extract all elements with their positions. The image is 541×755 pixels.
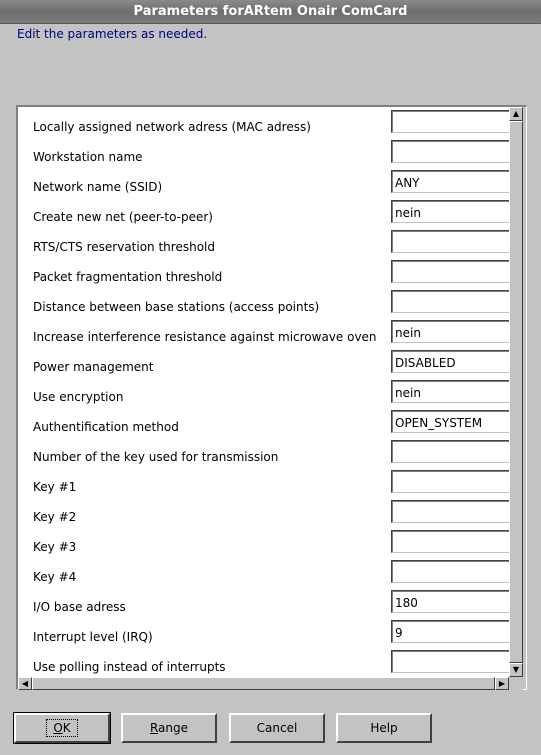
- parameter-label: Workstation name: [33, 150, 143, 164]
- parameter-row: [18, 107, 509, 137]
- range-button-label: Range: [149, 721, 189, 735]
- parameter-value-field[interactable]: [391, 200, 509, 223]
- parameter-label: Distance between base stations (access points): [33, 300, 320, 314]
- help-button[interactable]: [336, 713, 432, 743]
- parameter-value-field[interactable]: [391, 350, 509, 373]
- parameter-value-field[interactable]: [391, 650, 509, 673]
- parameter-value-field[interactable]: [391, 140, 509, 163]
- horizontal-scroll-thumb[interactable]: [32, 677, 495, 690]
- parameter-label: Authentification method: [33, 420, 179, 434]
- scrollbar-corner: [509, 677, 523, 690]
- parameter-row: [18, 467, 509, 497]
- parameter-value-field[interactable]: [391, 410, 509, 433]
- range-button[interactable]: [121, 713, 217, 743]
- cancel-button[interactable]: [229, 713, 325, 743]
- parameter-row: [18, 527, 509, 557]
- parameter-label: Key #1: [33, 480, 77, 494]
- parameter-row: [18, 647, 509, 677]
- parameter-label: Packet fragmentation threshold: [33, 270, 223, 284]
- window-title: Parameters forARtem Onair ComCard: [133, 4, 408, 19]
- parameter-value-field[interactable]: [391, 320, 509, 343]
- parameter-value-field[interactable]: [391, 440, 509, 463]
- ok-button[interactable]: [14, 713, 110, 743]
- parameter-row: [18, 167, 509, 197]
- parameter-label: Interrupt level (IRQ): [33, 630, 153, 644]
- parameter-value-field[interactable]: [391, 560, 509, 583]
- title-bar[interactable]: [0, 0, 541, 24]
- parameter-label: Key #4: [33, 570, 77, 584]
- parameter-row: [18, 437, 509, 467]
- parameter-label: I/O base adress: [33, 600, 126, 614]
- parameter-label: Locally assigned network adress (MAC adress): [33, 120, 311, 134]
- parameters-panel: [16, 105, 527, 690]
- horizontal-scrollbar[interactable]: [18, 677, 509, 690]
- parameter-label: Use polling instead of interrupts: [33, 660, 226, 674]
- parameter-value-field[interactable]: [391, 530, 509, 553]
- arrow-down-icon[interactable]: ▼: [509, 663, 523, 677]
- parameter-value-field[interactable]: [391, 470, 509, 493]
- parameter-label: Use encryption: [33, 390, 124, 404]
- parameter-row: [18, 557, 509, 587]
- arrow-right-icon[interactable]: ▶: [495, 677, 509, 690]
- help-button-label: Help: [370, 721, 398, 735]
- parameter-label: Increase interference resistance against microwave oven: [33, 330, 377, 344]
- parameter-label: Power management: [33, 360, 154, 374]
- parameter-value-field[interactable]: [391, 590, 509, 613]
- parameter-label: RTS/CTS reservation threshold: [33, 240, 215, 254]
- parameter-value-field[interactable]: [391, 260, 509, 283]
- parameter-value-field[interactable]: [391, 110, 509, 133]
- parameter-value-field[interactable]: [391, 500, 509, 523]
- cancel-button-label: Cancel: [256, 721, 298, 735]
- parameter-row: [18, 287, 509, 317]
- parameter-row: [18, 257, 509, 287]
- parameter-value-field[interactable]: [391, 380, 509, 403]
- ok-button-label: OK: [46, 719, 77, 737]
- instruction-text: Edit the parameters as needed.: [17, 27, 208, 41]
- parameter-value-field[interactable]: [391, 170, 509, 193]
- parameter-row: [18, 137, 509, 167]
- parameter-value-field[interactable]: [391, 230, 509, 253]
- arrow-left-icon[interactable]: ◀: [18, 677, 32, 690]
- parameter-label: Network name (SSID): [33, 180, 163, 194]
- parameter-label: Key #2: [33, 510, 77, 524]
- vertical-scrollbar[interactable]: [509, 107, 523, 677]
- parameter-value-field[interactable]: [391, 290, 509, 313]
- parameter-row: [18, 347, 509, 377]
- parameter-row: [18, 497, 509, 527]
- parameter-label: Create new net (peer-to-peer): [33, 210, 213, 224]
- parameter-row: [18, 617, 509, 647]
- parameter-row: [18, 587, 509, 617]
- parameter-label: Key #3: [33, 540, 77, 554]
- parameter-label: Number of the key used for transmission: [33, 450, 279, 464]
- parameter-row: [18, 377, 509, 407]
- parameter-row: [18, 317, 509, 347]
- parameter-row: [18, 227, 509, 257]
- parameter-row: [18, 407, 509, 437]
- parameter-value-field[interactable]: [391, 620, 509, 643]
- parameter-row: [18, 197, 509, 227]
- parameters-list: [18, 107, 509, 677]
- arrow-up-icon[interactable]: ▲: [509, 107, 523, 121]
- vertical-scroll-thumb[interactable]: [509, 121, 523, 663]
